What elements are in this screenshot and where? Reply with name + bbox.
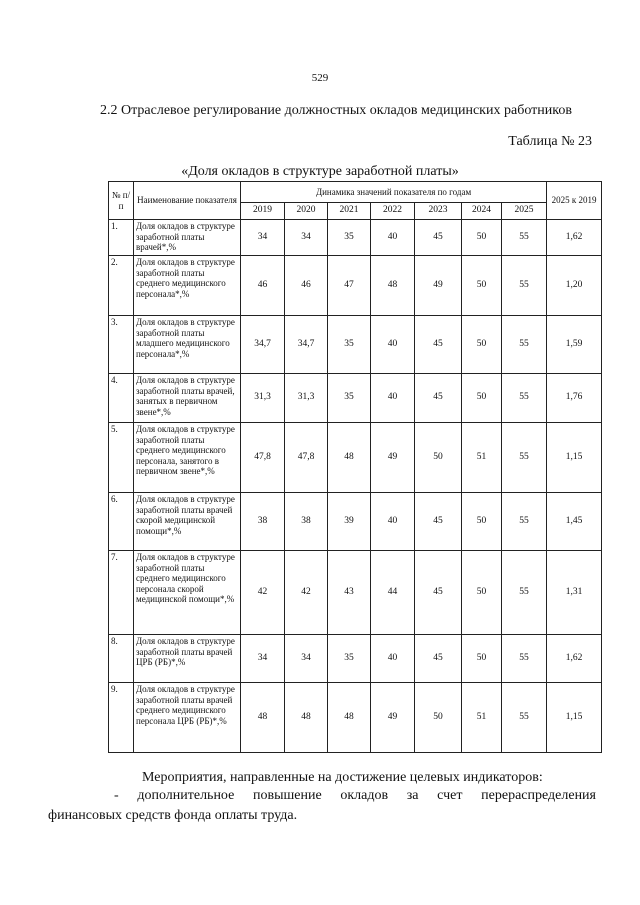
indicator-value: 49 [371, 423, 415, 493]
table-row [109, 551, 602, 635]
indicator-value: 55 [502, 256, 547, 316]
indicator-value: 34,7 [241, 316, 285, 374]
indicator-value: 34 [285, 635, 328, 683]
row-number: 4. [109, 374, 134, 423]
indicator-value: 55 [502, 423, 547, 493]
table-row [109, 220, 602, 256]
indicator-value: 31,3 [241, 374, 285, 423]
table-row [109, 316, 602, 374]
indicator-value: 45 [415, 220, 462, 256]
header-year: 2019 [241, 203, 285, 220]
indicator-value: 50 [462, 316, 502, 374]
indicator-value: 34 [241, 635, 285, 683]
indicator-name: Доля окладов в структуре заработной платы среднего медицинского персонала скорой медицинской помощи*,% [134, 551, 241, 635]
indicator-value: 55 [502, 635, 547, 683]
indicator-value: 43 [328, 551, 371, 635]
indicator-name: Доля окладов в структуре заработной платы врачей ЦРБ (РБ)*,% [134, 635, 241, 683]
indicator-value: 47 [328, 256, 371, 316]
indicator-value: 44 [371, 551, 415, 635]
indicator-name: Доля окладов в структуре заработной платы среднего медицинского персонала, занятого в первичном звене*,% [134, 423, 241, 493]
indicator-value: 35 [328, 316, 371, 374]
indicator-value: 48 [328, 683, 371, 753]
indicator-value: 48 [328, 423, 371, 493]
indicator-name: Доля окладов в структуре заработной платы врачей среднего медицинского персонала ЦРБ (РБ)*,% [134, 683, 241, 753]
header-year: 2025 [502, 203, 547, 220]
row-number: 6. [109, 493, 134, 551]
header-indicator-name: Наименование показателя [134, 182, 241, 220]
header-year: 2022 [371, 203, 415, 220]
indicator-value: 50 [462, 256, 502, 316]
indicator-value: 42 [285, 551, 328, 635]
table-row [109, 493, 602, 551]
ratio-2025-to-2019: 1,20 [547, 256, 602, 316]
ratio-2025-to-2019: 1,15 [547, 423, 602, 493]
indicator-value: 31,3 [285, 374, 328, 423]
table-row [109, 256, 602, 316]
table-caption: «Доля окладов в структуре заработной платы» [181, 164, 459, 179]
indicator-value: 35 [328, 374, 371, 423]
indicator-value: 50 [462, 493, 502, 551]
footer-measure-item: - дополнительное повышение окладов за счет перераспределения [114, 788, 596, 803]
page-number: 529 [311, 72, 329, 84]
indicator-value: 34,7 [285, 316, 328, 374]
indicator-value: 40 [371, 635, 415, 683]
table-row [109, 683, 602, 753]
ratio-2025-to-2019: 1,62 [547, 635, 602, 683]
footer-measures-heading: Мероприятия, направленные на достижение целевых индикаторов: [142, 770, 543, 785]
indicator-value: 48 [285, 683, 328, 753]
indicator-value: 46 [285, 256, 328, 316]
indicator-value: 45 [415, 551, 462, 635]
indicator-value: 40 [371, 316, 415, 374]
table-label: Таблица № 23 [508, 134, 592, 149]
indicator-value: 45 [415, 374, 462, 423]
indicator-value: 50 [415, 423, 462, 493]
table-row [109, 374, 602, 423]
indicator-value: 45 [415, 635, 462, 683]
indicator-value: 51 [462, 423, 502, 493]
header-year: 2024 [462, 203, 502, 220]
indicator-value: 49 [415, 256, 462, 316]
indicator-name: Доля окладов в структуре заработной платы младшего медицинского персонала*,% [134, 316, 241, 374]
section-title: 2.2 Отраслевое регулирование должностных окладов медицинских работников [100, 103, 572, 118]
header-year: 2020 [285, 203, 328, 220]
indicator-value: 42 [241, 551, 285, 635]
header-year: 2021 [328, 203, 371, 220]
indicator-value: 50 [462, 551, 502, 635]
indicator-value: 51 [462, 683, 502, 753]
indicator-value: 55 [502, 316, 547, 374]
row-number: 5. [109, 423, 134, 493]
indicator-value: 35 [328, 635, 371, 683]
indicator-value: 55 [502, 220, 547, 256]
indicator-value: 34 [241, 220, 285, 256]
indicator-name: Доля окладов в структуре заработной платы среднего медицинского персонала*,% [134, 256, 241, 316]
indicator-value: 40 [371, 493, 415, 551]
ratio-2025-to-2019: 1,45 [547, 493, 602, 551]
row-number: 8. [109, 635, 134, 683]
header-ratio: 2025 к 2019 [547, 182, 602, 220]
indicator-value: 38 [285, 493, 328, 551]
indicator-value: 38 [241, 493, 285, 551]
indicator-value: 50 [415, 683, 462, 753]
indicator-value: 40 [371, 374, 415, 423]
row-number: 3. [109, 316, 134, 374]
indicator-value: 55 [502, 683, 547, 753]
indicator-name: Доля окладов в структуре заработной платы врачей скорой медицинской помощи*,% [134, 493, 241, 551]
table-row [109, 423, 602, 493]
indicator-value: 48 [241, 683, 285, 753]
indicator-value: 46 [241, 256, 285, 316]
header-dynamics: Динамика значений показателя по годам [241, 182, 547, 203]
ratio-2025-to-2019: 1,62 [547, 220, 602, 256]
row-number: 9. [109, 683, 134, 753]
table-body [109, 220, 602, 753]
header-year: 2023 [415, 203, 462, 220]
row-number: 2. [109, 256, 134, 316]
indicator-value: 49 [371, 683, 415, 753]
row-number: 1. [109, 220, 134, 256]
indicator-value: 35 [328, 220, 371, 256]
indicator-value: 55 [502, 493, 547, 551]
ratio-2025-to-2019: 1,59 [547, 316, 602, 374]
indicator-value: 34 [285, 220, 328, 256]
indicator-value: 47,8 [285, 423, 328, 493]
indicator-value: 50 [462, 220, 502, 256]
row-number: 7. [109, 551, 134, 635]
indicator-value: 45 [415, 316, 462, 374]
indicator-value: 47,8 [241, 423, 285, 493]
indicator-value: 50 [462, 374, 502, 423]
indicator-value: 55 [502, 374, 547, 423]
indicator-value: 40 [371, 220, 415, 256]
indicator-value: 55 [502, 551, 547, 635]
indicator-value: 39 [328, 493, 371, 551]
indicator-value: 50 [462, 635, 502, 683]
ratio-2025-to-2019: 1,76 [547, 374, 602, 423]
ratio-2025-to-2019: 1,15 [547, 683, 602, 753]
footer-measure-item-continuation: финансовых средств фонда оплаты труда. [48, 808, 298, 823]
indicator-name: Доля окладов в структуре заработной платы врачей*,% [134, 220, 241, 256]
indicator-value: 45 [415, 493, 462, 551]
indicator-value: 48 [371, 256, 415, 316]
indicator-name: Доля окладов в структуре заработной платы врачей, занятых в первичном звене*,% [134, 374, 241, 423]
salary-share-table [108, 181, 602, 753]
ratio-2025-to-2019: 1,31 [547, 551, 602, 635]
header-number: № п/п [109, 182, 134, 220]
table-row [109, 635, 602, 683]
